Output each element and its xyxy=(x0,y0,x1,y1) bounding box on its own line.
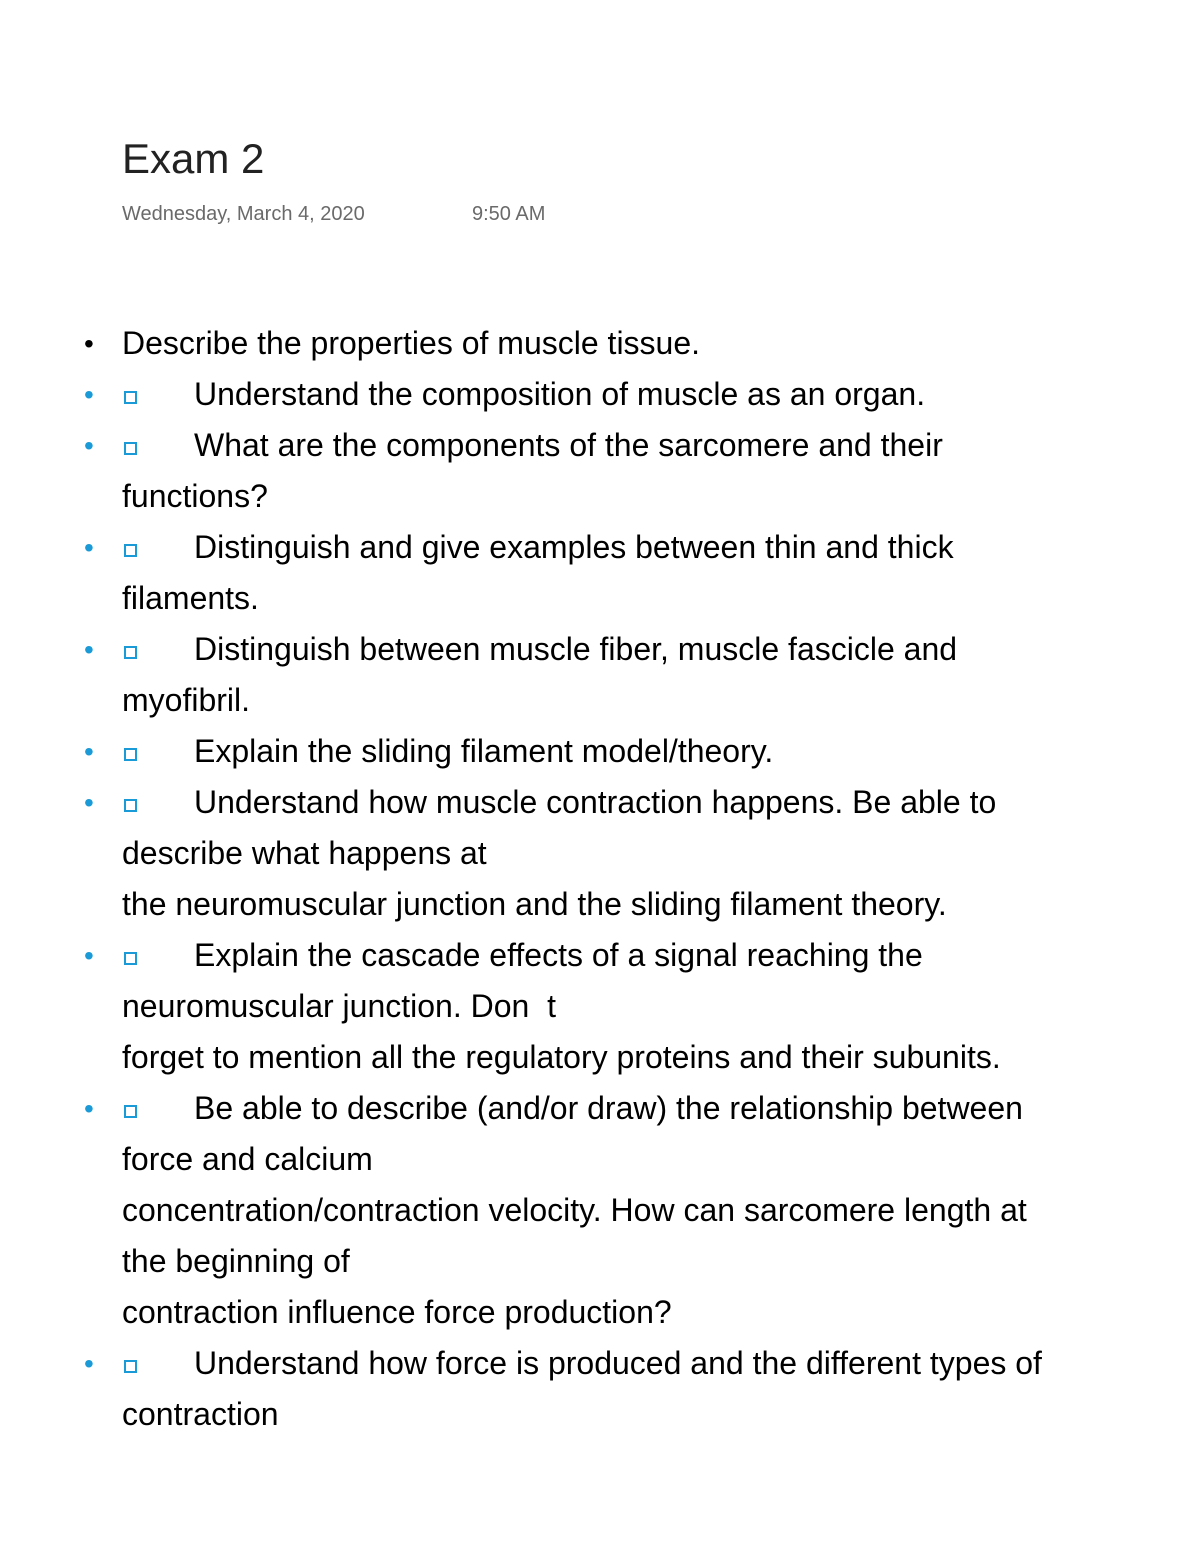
list-item xyxy=(0,624,1200,726)
outline-list xyxy=(0,318,1200,1440)
bullet-icon: • xyxy=(84,1093,94,1124)
bullet-icon: • xyxy=(84,532,94,563)
list-item xyxy=(0,420,1200,522)
list-item xyxy=(0,1338,1200,1440)
checkbox-icon[interactable] xyxy=(124,1360,137,1373)
checkbox-icon[interactable] xyxy=(124,391,137,404)
list-item-line: functions? xyxy=(122,478,268,514)
bullet-icon: • xyxy=(84,1348,94,1379)
list-item xyxy=(0,930,1200,1083)
bullet-icon: • xyxy=(84,787,94,818)
list-item-line: Understand the composition of muscle as an organ. xyxy=(194,376,926,412)
list-item xyxy=(0,1083,1200,1338)
checkbox-icon[interactable] xyxy=(124,799,137,812)
checkbox-icon[interactable] xyxy=(124,1105,137,1118)
list-item-line: contraction influence force production? xyxy=(122,1294,672,1330)
bullet-icon: • xyxy=(84,634,94,665)
list-item-line: myofibril. xyxy=(122,682,251,718)
bullet-icon: • xyxy=(84,940,94,971)
list-item-line: Be able to describe (and/or draw) the relationship between xyxy=(194,1090,1023,1126)
list-item-line: force and calcium xyxy=(122,1141,373,1177)
checkbox-icon[interactable] xyxy=(124,646,137,659)
list-item-line: Understand how force is produced and the different types of xyxy=(194,1345,1042,1381)
page-time: 9:50 AM xyxy=(472,203,546,225)
checkbox-icon[interactable] xyxy=(124,442,137,455)
page-meta xyxy=(122,200,546,228)
bullet-icon: • xyxy=(84,379,94,410)
list-item xyxy=(0,318,1200,369)
list-item-line: the neuromuscular junction and the sliding filament theory. xyxy=(122,886,947,922)
list-item xyxy=(0,726,1200,777)
list-item-line: Understand how muscle contraction happens. Be able to xyxy=(194,784,997,820)
list-item-line: Explain the sliding filament model/theory. xyxy=(194,733,774,769)
list-item-line: Explain the cascade effects of a signal reaching the xyxy=(194,937,923,973)
list-item-line: Distinguish between muscle fiber, muscle fascicle and xyxy=(194,631,958,667)
bullet-icon: • xyxy=(84,430,94,461)
list-item xyxy=(0,522,1200,624)
list-item-line: the beginning of xyxy=(122,1243,350,1279)
list-item-line: describe what happens at xyxy=(122,835,487,871)
list-item-line: concentration/contraction velocity. How can sarcomere length at xyxy=(122,1192,1027,1228)
bullet-icon: • xyxy=(84,328,94,359)
list-item-line: What are the components of the sarcomere and their xyxy=(194,427,943,463)
page-title: Exam 2 xyxy=(122,135,265,182)
checkbox-icon[interactable] xyxy=(124,748,137,761)
list-item-line: contraction xyxy=(122,1396,279,1432)
checkbox-icon[interactable] xyxy=(124,952,137,965)
list-item xyxy=(0,777,1200,930)
list-item-line: neuromuscular junction. Don t xyxy=(122,988,556,1024)
list-item-line: forget to mention all the regulatory proteins and their subunits. xyxy=(122,1039,1001,1075)
list-item-line: filaments. xyxy=(122,580,259,616)
list-item-line: Describe the properties of muscle tissue. xyxy=(122,325,701,361)
checkbox-icon[interactable] xyxy=(124,544,137,557)
list-item-line: Distinguish and give examples between thin and thick xyxy=(194,529,954,565)
list-item xyxy=(0,369,1200,420)
bullet-icon: • xyxy=(84,736,94,767)
page-date: Wednesday, March 4, 2020 xyxy=(122,203,365,225)
